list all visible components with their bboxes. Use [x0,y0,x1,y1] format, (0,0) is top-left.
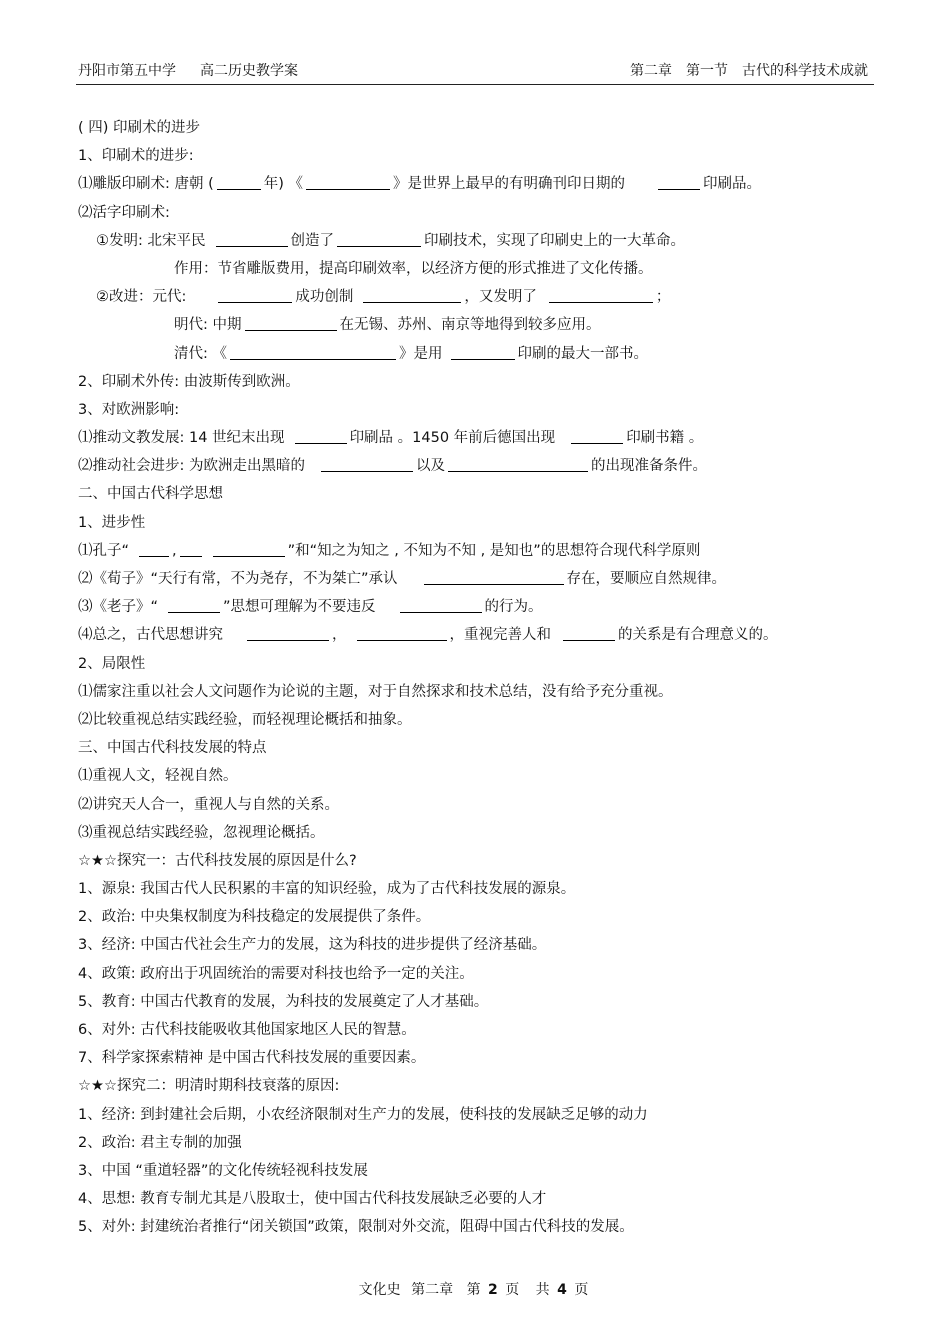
fill-in-blank[interactable] [230,343,396,360]
page-prefix: 第 [466,1282,481,1298]
fill-in-blank[interactable] [216,230,288,247]
text-segment: ”思想可理解为不要违反 [223,599,376,616]
text-line [78,847,878,875]
text-segment: ⑶重视总结实践经验，忽视理论概括。 [78,824,325,841]
fill-in-blank[interactable] [217,173,261,190]
text-line [78,142,878,170]
text-line [78,678,878,706]
text-segment: 3、中国 “重道轻器”的文化传统轻视科技发展 [78,1162,368,1179]
text-segment: ⑴儒家注重以社会人文问题作为论说的主题，对于自然探求和技术总结，没有给予充分重视。 [78,683,673,700]
text-line [78,311,878,339]
text-segment: 印刷书籍 。 [626,430,704,447]
text-line [78,650,878,678]
text-line [78,1129,878,1157]
text-line [78,1016,878,1044]
text-line [78,340,878,368]
text-segment: ⑴雕版印刷术: 唐朝 ( [78,176,214,193]
text-line [78,424,878,452]
fill-in-blank[interactable] [245,314,337,331]
text-segment: 在无锡、苏州、南京等地得到较多应用。 [339,317,601,334]
text-segment: 印刷技术，实现了印刷史上的一大革命。 [424,232,685,249]
text-segment: 4、政策: 政府出于巩固统治的需要对科技也给予一定的关注。 [78,965,474,982]
text-line [78,1157,878,1185]
text-segment: 2、政治: 君主专制的加强 [78,1134,242,1151]
text-segment: ； [655,289,671,306]
footer-total [533,1282,592,1298]
text-line [78,960,878,988]
text-line [78,1101,878,1129]
fill-in-blank[interactable] [247,624,329,641]
subsection-heading: 1、印刷术的进步: [78,148,194,165]
text-segment: 作用：节省雕版费用，提高印刷效率，以经济方便的形式推进了文化传播。 [174,260,653,277]
text-line [78,875,878,903]
fill-in-blank[interactable] [218,286,292,303]
footer-subject: 文化史 [358,1282,401,1298]
subsection-heading: 1、进步性 [78,514,146,531]
text-segment: 4、思想: 教育专制尤其是八股取士，使中国古代科技发展缺乏必要的人才 [78,1191,547,1208]
text-segment: ①发明: 北宋平民 [96,232,206,249]
section-heading: ( 四) 印刷术的进步 [78,120,201,136]
text-segment: ，又发明了 [464,289,537,306]
section-label: 第一节 [686,63,728,79]
text-line [78,537,878,565]
text-segment: 创造了 [290,232,334,249]
text-line [78,170,878,198]
text-segment: 存在，要顺应自然规律。 [566,571,727,587]
text-segment: 印刷品。 [703,176,762,193]
text-line [78,762,878,790]
text-segment: 1、经济: 到封建社会后期，小农经济限制对生产力的发展，使科技的发展缺乏足够的动力 [78,1106,648,1123]
text-line [78,1044,878,1072]
text-line [78,734,878,762]
text-line [78,903,878,931]
text-segment: 印刷的最大一部书。 [517,345,648,362]
text-segment: 7、科学家探索精神 是中国古代科技发展的重要因素。 [78,1050,426,1067]
text-segment: 清代: 《 [174,345,227,362]
text-segment: ⑴推动文教发展: 14 世纪末出现 [78,430,285,447]
page-header [76,60,874,85]
fill-in-blank[interactable] [363,286,461,303]
subsection-heading: 2、局限性 [78,655,146,672]
inquiry-heading: ☆★☆探究二：明清时期科技衰落的原因: [78,1078,340,1095]
text-line [78,255,878,283]
chapter-label: 第二章 [630,63,672,79]
text-segment: , [172,542,177,559]
footer-page [464,1282,523,1298]
text-segment: ⑴重视人文，轻视自然。 [78,768,238,785]
text-segment: ⑷总之，古代思想讲究 [78,627,223,644]
text-segment: 年) 《 [263,176,304,193]
text-segment: 3、对欧洲影响: [78,401,180,418]
fill-in-blank[interactable] [213,540,285,557]
fill-in-blank[interactable] [337,230,421,247]
fill-in-blank[interactable] [357,624,447,641]
fill-in-blank[interactable] [549,286,653,303]
text-segment: 2、印刷术外传: 由波斯传到欧洲。 [78,373,300,390]
text-segment: ⑶《老子》“ [78,599,159,616]
text-segment: 明代: 中期 [174,317,242,334]
text-line [78,368,878,396]
text-line [78,396,878,424]
fill-in-blank[interactable] [139,540,169,557]
text-segment: ⑵推动社会进步: 为欧洲走出黑暗的 [78,458,305,475]
text-segment: 5、教育: 中国古代教育的发展，为科技的发展奠定了人才基础。 [78,993,489,1010]
fill-in-blank[interactable] [571,427,623,444]
header-left [78,60,298,80]
text-segment: ⑵活字印刷术: [78,204,170,221]
section-heading: 三、中国古代科技发展的特点 [78,740,267,757]
fill-in-blank[interactable] [295,427,347,444]
fill-in-blank[interactable] [563,624,615,641]
text-line [78,1072,878,1100]
text-line [78,480,878,508]
fill-in-blank[interactable] [448,455,588,472]
topic-label: 古代的科学技术成就 [742,63,868,79]
course-name: 高二历史教学案 [200,63,298,79]
text-segment: ⑵比较重视总结实践经验，而轻视理论概括和抽象。 [78,711,412,728]
text-line [78,114,878,142]
text-segment: 以及 [416,458,445,475]
inquiry-heading: ☆★☆探究一：古代科技发展的原因是什么? [78,852,357,869]
total-suffix: 页 [574,1282,589,1298]
text-segment: 1、源泉: 我国古代人民积累的丰富的知识经验，成为了古代科技发展的源泉。 [78,881,576,898]
text-line [78,593,878,621]
text-line [78,565,878,593]
section-heading: 二、中国古代科学思想 [78,486,223,503]
text-segment: 3、经济: 中国古代社会生产力的发展，这为科技的进步提供了经济基础。 [78,937,547,954]
text-segment: 成功创制 [295,289,354,306]
text-segment: ②改进：元代: [96,289,187,306]
text-segment: 印刷品 。1450 年前后德国出现 [349,430,556,447]
fill-in-blank[interactable] [451,343,515,360]
text-segment: ⑵讲究天人合一，重视人与自然的关系。 [78,796,339,813]
text-line [78,791,878,819]
text-line [78,1185,878,1213]
text-line [78,509,878,537]
total-prefix: 共 [535,1282,550,1298]
text-segment: 5、对外: 封建统治者推行“闭关锁国”政策，限制对外交流，阻碍中国古代科技的发展。 [78,1219,634,1236]
fill-in-blank[interactable] [424,568,564,585]
text-segment: 的关系是有合理意义的。 [618,627,778,644]
page-footer [0,1279,950,1299]
text-line [78,227,878,255]
fill-in-blank[interactable] [306,173,390,190]
text-segment: 》是世界上最早的有明确刊印日期的 [393,176,626,193]
fill-in-blank[interactable] [400,596,482,613]
page-number: 2 [488,1282,498,1298]
text-line [78,706,878,734]
text-line [78,1213,878,1241]
fill-in-blank[interactable] [180,540,202,557]
fill-in-blank[interactable] [168,596,220,613]
footer-chapter: 第二章 [411,1282,454,1298]
text-line [78,988,878,1016]
text-line [78,819,878,847]
total-pages: 4 [557,1282,567,1298]
text-segment: ，重视完善人和 [449,627,551,644]
text-segment: 6、对外: 古代科技能吸收其他国家地区人民的智慧。 [78,1022,416,1038]
text-segment: ， [332,627,347,644]
text-line [78,931,878,959]
document-body [78,114,878,1242]
text-line [78,452,878,480]
header-right [630,60,868,80]
text-line [78,199,878,227]
text-segment: 的出现准备条件。 [591,458,707,475]
text-segment: 2、政治: 中央集权制度为科技稳定的发展提供了条件。 [78,909,431,926]
school-name: 丹阳市第五中学 [78,63,176,79]
fill-in-blank[interactable] [321,455,413,472]
text-line [78,621,878,649]
text-segment: 的行为。 [484,599,543,616]
fill-in-blank[interactable] [658,173,700,190]
page-suffix: 页 [505,1282,520,1298]
text-segment: ⑴孔子“ [78,542,130,559]
text-segment: 》是用 [399,345,443,362]
text-segment: ⑵《荀子》“天行有常，不为尧存，不为桀亡”承认 [78,571,398,587]
text-segment: ”和“知之为知之 , 不知为不知 , 是知也”的思想符合现代科学原则 [287,542,701,559]
text-line [78,283,878,311]
